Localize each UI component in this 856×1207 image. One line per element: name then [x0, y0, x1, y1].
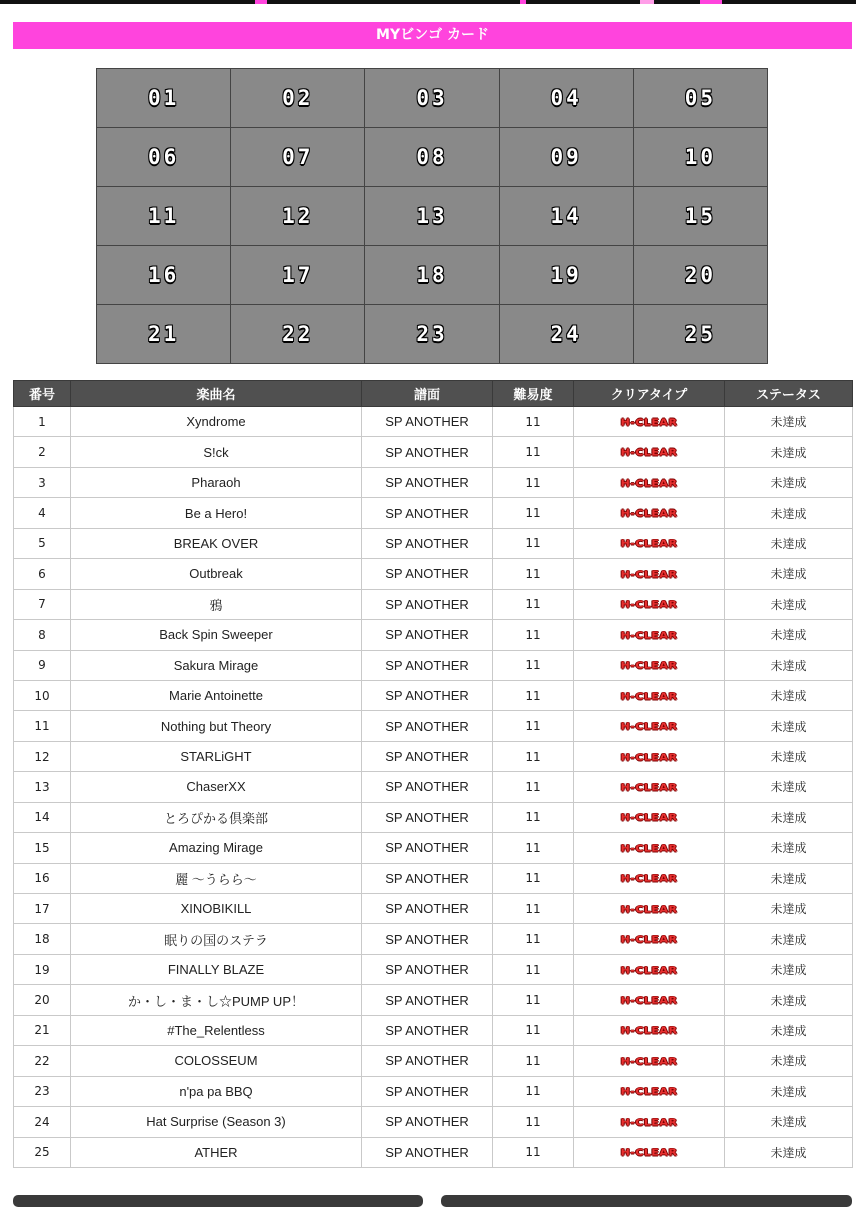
clear-type-badge: H-CLEAR — [620, 629, 678, 642]
cell-clear-type — [574, 954, 725, 984]
bingo-cell[interactable]: 19 — [499, 246, 633, 305]
cell-clear-type — [574, 407, 725, 437]
clear-type-badge: H-CLEAR — [620, 690, 678, 703]
cell-chart: SP ANOTHER — [362, 589, 493, 619]
cell-song-title: 鴉 — [71, 589, 362, 619]
cell-number: 12 — [14, 741, 71, 771]
table-row — [14, 437, 853, 467]
cell-chart: SP ANOTHER — [362, 1137, 493, 1167]
bingo-cell[interactable]: 09 — [499, 128, 633, 187]
cell-song-title: Outbreak — [71, 559, 362, 589]
bingo-row — [97, 187, 768, 246]
bingo-cell[interactable]: 01 — [97, 69, 231, 128]
cell-status: 未達成 — [725, 833, 853, 863]
clear-type-badge: H-CLEAR — [620, 477, 678, 489]
cell-chart: SP ANOTHER — [362, 954, 493, 984]
cell-clear-type — [574, 1107, 725, 1137]
cell-song-title: S!ck — [71, 437, 362, 467]
clear-type-badge: H-CLEAR — [620, 964, 678, 976]
cell-number: 20 — [14, 985, 71, 1015]
table-row — [14, 711, 853, 741]
table-row — [14, 1137, 853, 1167]
clear-type-badge: H-CLEAR — [620, 903, 678, 916]
bingo-cell[interactable]: 17 — [231, 246, 365, 305]
cell-status: 未達成 — [725, 528, 853, 558]
cell-clear-type — [574, 1015, 725, 1045]
table-header-row — [14, 381, 853, 407]
header-clear-type: クリアタイプ — [574, 381, 725, 407]
cell-song-title: Pharaoh — [71, 467, 362, 497]
cell-number: 5 — [14, 528, 71, 558]
cell-difficulty: 11 — [493, 1015, 574, 1045]
clear-type-badge: H-CLEAR — [620, 538, 678, 550]
header-chart: 譜面 — [362, 381, 493, 407]
table-row — [14, 650, 853, 680]
table-row — [14, 620, 853, 650]
cell-chart: SP ANOTHER — [362, 498, 493, 528]
bingo-cell[interactable]: 08 — [365, 128, 499, 187]
clear-type-badge: H-CLEAR — [620, 842, 678, 855]
cell-status: 未達成 — [725, 1046, 853, 1076]
table-row — [14, 802, 853, 832]
cell-difficulty: 11 — [493, 772, 574, 802]
cell-status: 未達成 — [725, 650, 853, 680]
cell-song-title: #The_Relentless — [71, 1015, 362, 1045]
cell-status: 未達成 — [725, 589, 853, 619]
cell-number: 13 — [14, 772, 71, 802]
cell-chart: SP ANOTHER — [362, 559, 493, 589]
cell-status: 未達成 — [725, 772, 853, 802]
cell-number: 4 — [14, 498, 71, 528]
cell-clear-type — [574, 528, 725, 558]
cell-number: 24 — [14, 1107, 71, 1137]
table-row — [14, 1107, 853, 1137]
cell-chart: SP ANOTHER — [362, 650, 493, 680]
bingo-cell[interactable]: 02 — [231, 69, 365, 128]
table-row — [14, 894, 853, 924]
cell-difficulty: 11 — [493, 1046, 574, 1076]
cell-clear-type — [574, 589, 725, 619]
bingo-cell[interactable]: 05 — [633, 69, 767, 128]
bingo-cell[interactable]: 04 — [499, 69, 633, 128]
clear-type-badge: H-CLEAR — [620, 1085, 678, 1098]
bingo-card-title: MYビンゴ カード — [13, 22, 852, 49]
clear-type-badge: H-CLEAR — [620, 781, 678, 794]
cell-status: 未達成 — [725, 924, 853, 954]
cell-clear-type — [574, 467, 725, 497]
bingo-row — [97, 305, 768, 364]
table-row — [14, 985, 853, 1015]
clear-type-badge: H-CLEAR — [620, 994, 678, 1007]
cell-number: 6 — [14, 559, 71, 589]
cell-status: 未達成 — [725, 407, 853, 437]
cell-number: 15 — [14, 833, 71, 863]
clear-type-badge: H-CLEAR — [620, 751, 678, 763]
cell-chart: SP ANOTHER — [362, 985, 493, 1015]
clear-type-badge: H-CLEAR — [620, 598, 678, 611]
cell-difficulty: 11 — [493, 1107, 574, 1137]
bingo-cell[interactable]: 23 — [365, 305, 499, 364]
table-row — [14, 772, 853, 802]
cell-clear-type — [574, 650, 725, 680]
cell-number: 10 — [14, 680, 71, 710]
cell-song-title: とろぴかる倶楽部 — [71, 802, 362, 832]
clear-type-badge: H-CLEAR — [620, 1025, 678, 1037]
cell-status: 未達成 — [725, 894, 853, 924]
clear-type-badge: H-CLEAR — [620, 1146, 678, 1159]
cell-status: 未達成 — [725, 1137, 853, 1167]
header-song-title: 楽曲名 — [71, 381, 362, 407]
cell-number: 19 — [14, 954, 71, 984]
cell-clear-type — [574, 620, 725, 650]
cell-clear-type — [574, 985, 725, 1015]
cell-song-title: ChaserXX — [71, 772, 362, 802]
cell-clear-type — [574, 833, 725, 863]
header-status: ステータス — [725, 381, 853, 407]
cell-status: 未達成 — [725, 954, 853, 984]
cell-number: 11 — [14, 711, 71, 741]
cell-song-title: Xyndrome — [71, 407, 362, 437]
cell-status: 未達成 — [725, 985, 853, 1015]
clear-type-badge: H-CLEAR — [620, 507, 678, 520]
cell-status: 未達成 — [725, 1015, 853, 1045]
clear-type-badge: H-CLEAR — [620, 568, 678, 581]
bingo-cell[interactable]: 07 — [231, 128, 365, 187]
table-row — [14, 528, 853, 558]
table-row — [14, 1015, 853, 1045]
cell-song-title: BREAK OVER — [71, 528, 362, 558]
cell-clear-type — [574, 924, 725, 954]
cell-status: 未達成 — [725, 711, 853, 741]
bingo-cell[interactable]: 18 — [365, 246, 499, 305]
table-row — [14, 498, 853, 528]
cell-song-title: Amazing Mirage — [71, 833, 362, 863]
cell-difficulty: 11 — [493, 894, 574, 924]
cell-difficulty: 11 — [493, 863, 574, 893]
table-row — [14, 589, 853, 619]
cell-song-title: ATHER — [71, 1137, 362, 1167]
cell-chart: SP ANOTHER — [362, 894, 493, 924]
cell-clear-type — [574, 680, 725, 710]
cell-song-title: か・し・ま・し☆PUMP UP！ — [71, 985, 362, 1015]
bingo-cell[interactable]: 16 — [97, 246, 231, 305]
bingo-row — [97, 128, 768, 187]
cell-number: 7 — [14, 589, 71, 619]
cell-clear-type — [574, 1046, 725, 1076]
cell-chart: SP ANOTHER — [362, 833, 493, 863]
clear-type-badge: H-CLEAR — [620, 1116, 678, 1129]
cell-difficulty: 11 — [493, 954, 574, 984]
cell-clear-type — [574, 498, 725, 528]
bingo-row — [97, 69, 768, 128]
clear-type-badge: H-CLEAR — [620, 416, 678, 429]
table-row — [14, 833, 853, 863]
cell-clear-type — [574, 741, 725, 771]
cell-number: 22 — [14, 1046, 71, 1076]
cell-chart: SP ANOTHER — [362, 407, 493, 437]
cell-number: 18 — [14, 924, 71, 954]
cell-difficulty: 11 — [493, 680, 574, 710]
cell-number: 3 — [14, 467, 71, 497]
cell-number: 17 — [14, 894, 71, 924]
cell-difficulty: 11 — [493, 589, 574, 619]
cell-status: 未達成 — [725, 437, 853, 467]
table-row — [14, 924, 853, 954]
song-table — [13, 380, 853, 1168]
cell-number: 14 — [14, 802, 71, 832]
cell-song-title: 眠りの国のステラ — [71, 924, 362, 954]
clear-type-badge: H-CLEAR — [620, 933, 678, 946]
bingo-cell[interactable]: 20 — [633, 246, 767, 305]
header-number: 番号 — [14, 381, 71, 407]
cell-difficulty: 11 — [493, 498, 574, 528]
cell-chart: SP ANOTHER — [362, 772, 493, 802]
cell-clear-type — [574, 802, 725, 832]
cell-number: 9 — [14, 650, 71, 680]
cell-chart: SP ANOTHER — [362, 437, 493, 467]
cell-clear-type — [574, 437, 725, 467]
table-row — [14, 1046, 853, 1076]
cell-status: 未達成 — [725, 498, 853, 528]
header-difficulty: 難易度 — [493, 381, 574, 407]
clear-type-badge: H-CLEAR — [620, 872, 678, 885]
bingo-cell[interactable]: 25 — [633, 305, 767, 364]
bingo-cell[interactable]: 21 — [97, 305, 231, 364]
table-row — [14, 559, 853, 589]
cell-status: 未達成 — [725, 1076, 853, 1106]
cell-chart: SP ANOTHER — [362, 467, 493, 497]
cell-number: 21 — [14, 1015, 71, 1045]
cell-number: 23 — [14, 1076, 71, 1106]
cell-difficulty: 11 — [493, 985, 574, 1015]
table-row — [14, 680, 853, 710]
cell-chart: SP ANOTHER — [362, 1046, 493, 1076]
cell-chart: SP ANOTHER — [362, 802, 493, 832]
cell-difficulty: 11 — [493, 467, 574, 497]
top-banner-strip — [0, 0, 856, 4]
cell-clear-type — [574, 559, 725, 589]
bottom-right-button[interactable] — [441, 1195, 852, 1207]
cell-status: 未達成 — [725, 559, 853, 589]
cell-status: 未達成 — [725, 741, 853, 771]
cell-song-title: STARLiGHT — [71, 741, 362, 771]
bingo-row — [97, 246, 768, 305]
cell-status: 未達成 — [725, 620, 853, 650]
clear-type-badge: H-CLEAR — [620, 1055, 678, 1068]
cell-difficulty: 11 — [493, 407, 574, 437]
cell-chart: SP ANOTHER — [362, 620, 493, 650]
cell-difficulty: 11 — [493, 833, 574, 863]
cell-number: 16 — [14, 863, 71, 893]
table-row — [14, 1076, 853, 1106]
cell-status: 未達成 — [725, 467, 853, 497]
cell-song-title: FINALLY BLAZE — [71, 954, 362, 984]
cell-clear-type — [574, 711, 725, 741]
cell-chart: SP ANOTHER — [362, 863, 493, 893]
cell-status: 未達成 — [725, 802, 853, 832]
cell-chart: SP ANOTHER — [362, 528, 493, 558]
bottom-left-button[interactable] — [13, 1195, 423, 1207]
cell-song-title: COLOSSEUM — [71, 1046, 362, 1076]
cell-clear-type — [574, 863, 725, 893]
bingo-cell[interactable]: 11 — [97, 187, 231, 246]
cell-chart: SP ANOTHER — [362, 741, 493, 771]
cell-difficulty: 11 — [493, 559, 574, 589]
cell-clear-type — [574, 772, 725, 802]
cell-chart: SP ANOTHER — [362, 1076, 493, 1106]
cell-clear-type — [574, 894, 725, 924]
cell-difficulty: 11 — [493, 620, 574, 650]
cell-clear-type — [574, 1137, 725, 1167]
clear-type-badge: H-CLEAR — [620, 720, 678, 733]
cell-song-title: Nothing but Theory — [71, 711, 362, 741]
bingo-cell[interactable]: 13 — [365, 187, 499, 246]
cell-status: 未達成 — [725, 680, 853, 710]
cell-status: 未達成 — [725, 1107, 853, 1137]
bingo-cell[interactable]: 22 — [231, 305, 365, 364]
cell-difficulty: 11 — [493, 528, 574, 558]
cell-song-title: 麗 〜うらら〜 — [71, 863, 362, 893]
cell-chart: SP ANOTHER — [362, 711, 493, 741]
bingo-cell[interactable]: 10 — [633, 128, 767, 187]
cell-difficulty: 11 — [493, 1137, 574, 1167]
cell-number: 8 — [14, 620, 71, 650]
table-row — [14, 741, 853, 771]
cell-song-title: Back Spin Sweeper — [71, 620, 362, 650]
cell-difficulty: 11 — [493, 650, 574, 680]
cell-song-title: Marie Antoinette — [71, 680, 362, 710]
cell-chart: SP ANOTHER — [362, 680, 493, 710]
cell-chart: SP ANOTHER — [362, 1107, 493, 1137]
cell-chart: SP ANOTHER — [362, 1015, 493, 1045]
bingo-cell[interactable]: 24 — [499, 305, 633, 364]
cell-number: 25 — [14, 1137, 71, 1167]
table-row — [14, 954, 853, 984]
cell-difficulty: 11 — [493, 924, 574, 954]
cell-song-title: Sakura Mirage — [71, 650, 362, 680]
clear-type-badge: H-CLEAR — [620, 812, 678, 824]
cell-chart: SP ANOTHER — [362, 924, 493, 954]
cell-difficulty: 11 — [493, 1076, 574, 1106]
clear-type-badge: H-CLEAR — [620, 659, 678, 672]
cell-song-title: Be a Hero! — [71, 498, 362, 528]
bingo-cell[interactable]: 14 — [499, 187, 633, 246]
clear-type-badge: H-CLEAR — [620, 446, 678, 459]
cell-number: 1 — [14, 407, 71, 437]
table-row — [14, 863, 853, 893]
cell-song-title: Hat Surprise (Season 3) — [71, 1107, 362, 1137]
cell-status: 未達成 — [725, 863, 853, 893]
bingo-grid — [96, 68, 768, 364]
cell-number: 2 — [14, 437, 71, 467]
cell-song-title: n'pa pa BBQ — [71, 1076, 362, 1106]
table-row — [14, 407, 853, 437]
table-row — [14, 467, 853, 497]
cell-difficulty: 11 — [493, 437, 574, 467]
cell-difficulty: 11 — [493, 711, 574, 741]
cell-song-title: XINOBIKILL — [71, 894, 362, 924]
cell-clear-type — [574, 1076, 725, 1106]
bingo-cell[interactable]: 06 — [97, 128, 231, 187]
cell-difficulty: 11 — [493, 741, 574, 771]
bingo-cell[interactable]: 15 — [633, 187, 767, 246]
bingo-cell[interactable]: 12 — [231, 187, 365, 246]
cell-difficulty: 11 — [493, 802, 574, 832]
bingo-cell[interactable]: 03 — [365, 69, 499, 128]
